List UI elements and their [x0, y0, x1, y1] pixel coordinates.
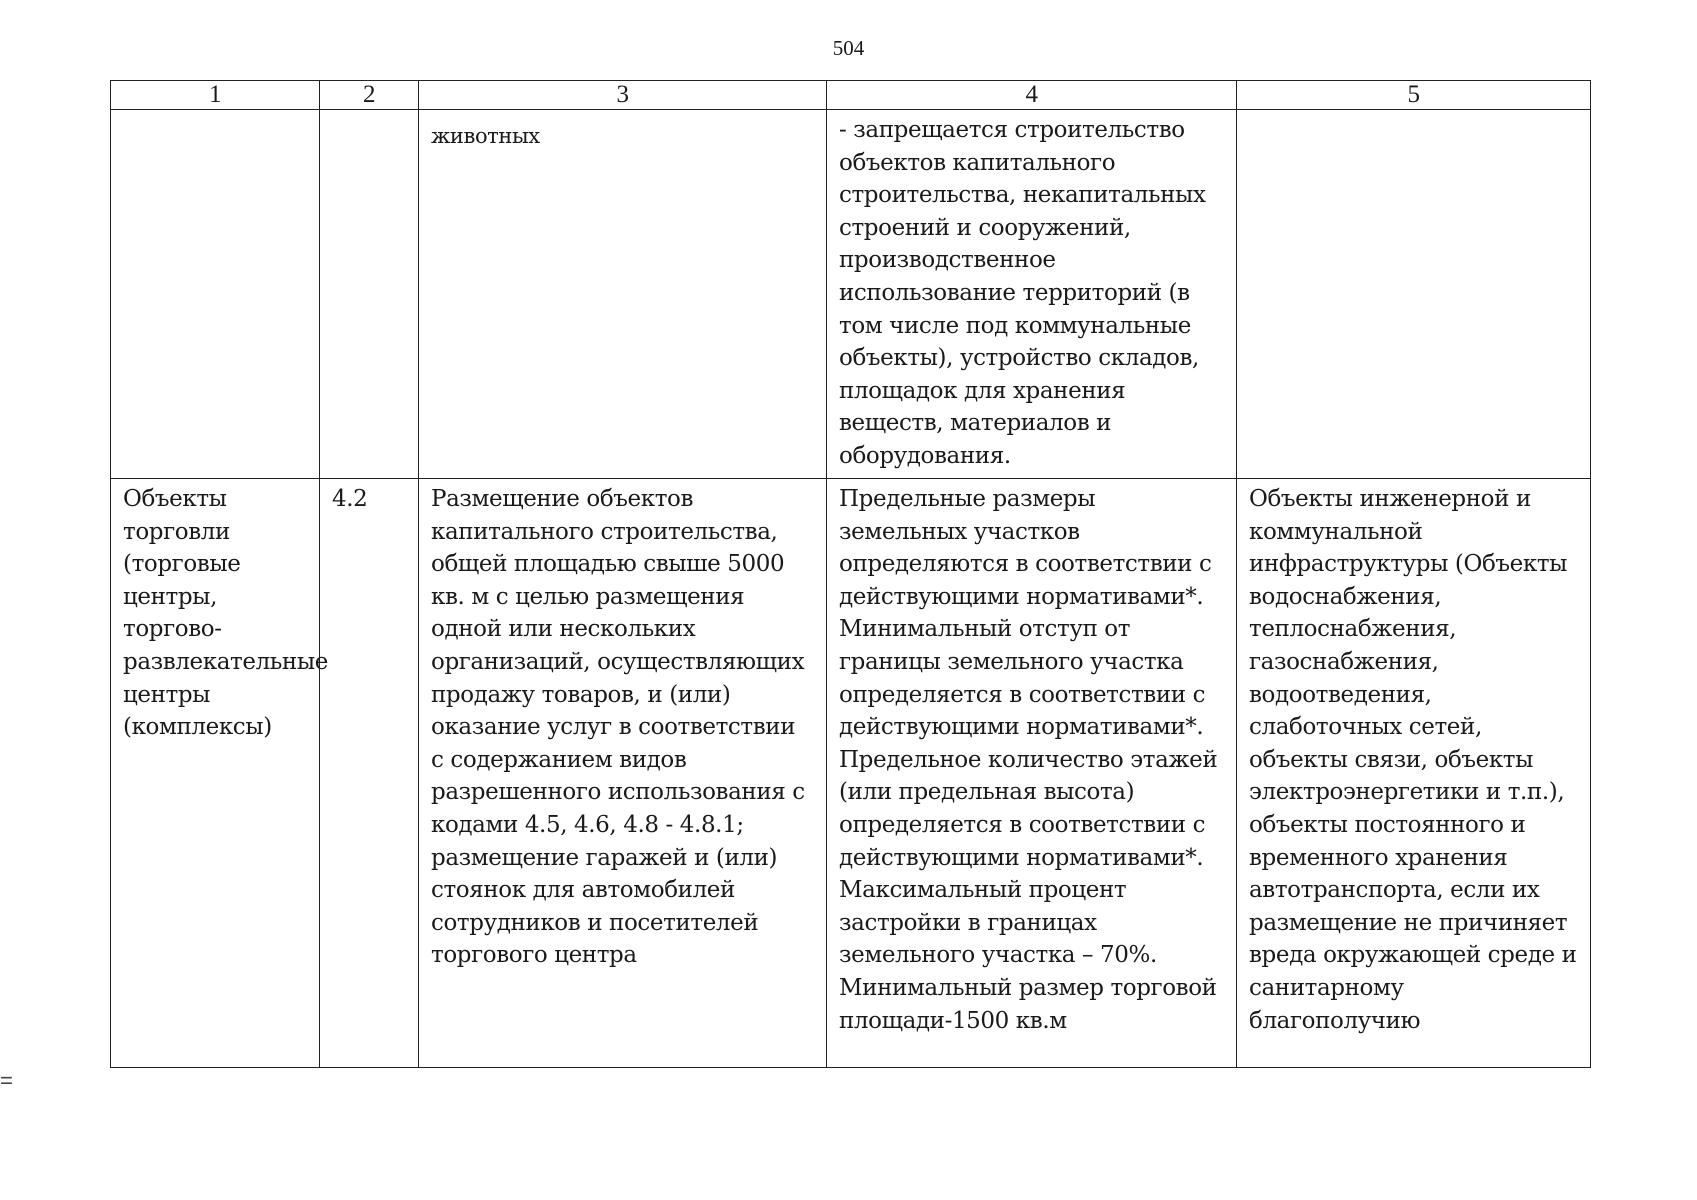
cell-use-name: [111, 110, 320, 479]
cell-description: Размещение объектов капитального строительства, общей площадью свыше 5000 кв. м с целью размещения одной или нескольких организаций, осуществляющих продажу товаров, и (или) оказание услуг в соответствии с содержанием видов разрешенного использования с кодами 4.5, 4.6, 4.8 - 4.8.1; размещение гаражей и (или) стоянок для автомобилей сотрудников и посетителей торгового центра: [419, 479, 827, 1068]
header-col-5: 5: [1237, 81, 1591, 110]
header-col-3: 3: [419, 81, 827, 110]
zoning-table: [110, 80, 1591, 1068]
cell-parameters: Предельные размеры земельных участков определяются в соответствии с действующими нормативами*. Минимальный отступ от границы земельного участка определяется в соответствии с действующими нормативами*. Предельное количество этажей (или предельная высота) определяется в соответствии с действующими нормативами*. Максимальный процент застройки в границах земельного участка – 70%. Минимальный размер торговой площади-1500 кв.м: [827, 479, 1237, 1068]
cell-auxiliary-uses: Объекты инженерной и коммунальной инфраструктуры (Объекты водоснабжения, теплоснабжения, газоснабжения, водоотведения, слаботочных сетей, объекты связи, объекты электроэнергетики и т.п.), объекты постоянного и временного хранения автотранспорта, если их размещение не причиняет вреда окружающей среде и санитарному благополучию: [1237, 479, 1591, 1068]
page-number: 504: [832, 36, 865, 60]
table-row-continuation: [111, 110, 1591, 479]
cell-auxiliary-uses: [1237, 110, 1591, 479]
table-row-trade-objects: [111, 479, 1591, 1068]
header-col-4: 4: [827, 81, 1237, 110]
cell-description: животных: [419, 110, 827, 479]
cell-code: [320, 110, 419, 479]
table-header-row: [111, 81, 1591, 110]
cell-code: 4.2: [320, 479, 419, 1068]
margin-mark: =: [0, 1068, 13, 1093]
header-col-1: 1: [111, 81, 320, 110]
cell-use-name: Объекты торговли (торговые центры, торгово-развлекательные центры (комплексы): [111, 479, 320, 1068]
header-col-2: 2: [320, 81, 419, 110]
cell-parameters: - запрещается строительство объектов капитального строительства, некапитальных строений и сооружений, производственное использование территорий (в том числе под коммунальные объекты), устройство складов, площадок для хранения веществ, материалов и оборудования.: [827, 110, 1237, 479]
